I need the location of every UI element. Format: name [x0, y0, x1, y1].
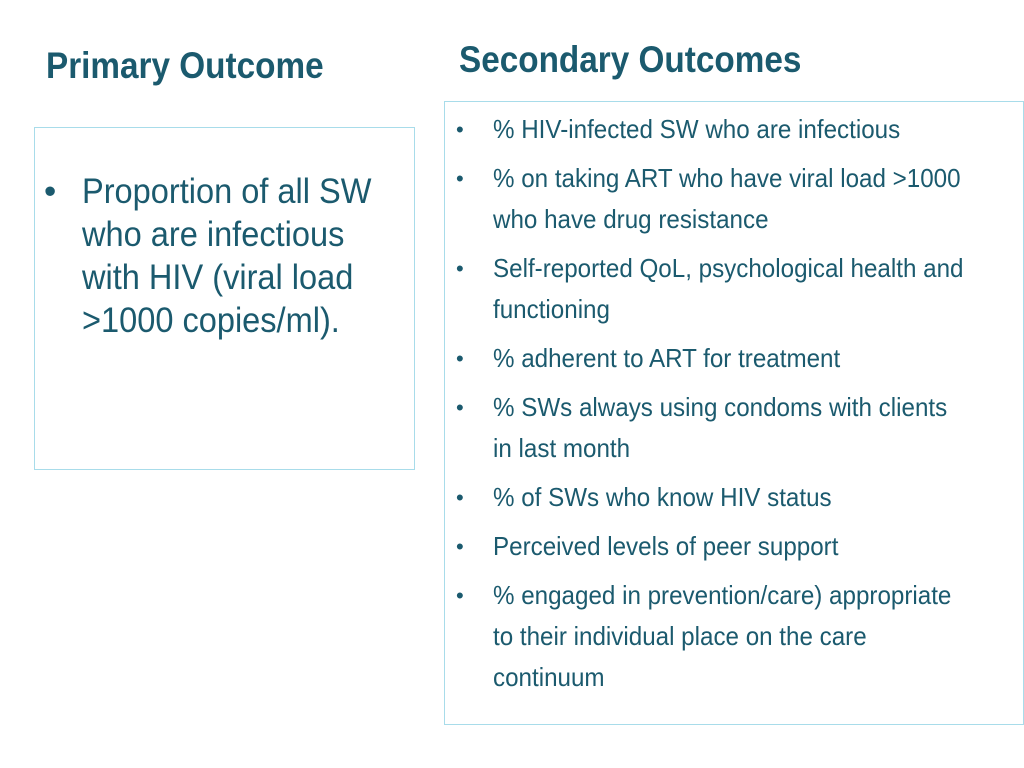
bullet-icon: •: [456, 166, 464, 191]
bullet-icon: •: [456, 485, 464, 510]
primary-outcome-heading: Primary Outcome: [46, 45, 324, 86]
bullet-icon: •: [456, 583, 464, 608]
bullet-icon: •: [456, 346, 464, 371]
list-item-text: % of SWs who know HIV status: [493, 482, 832, 512]
bullet-icon: •: [44, 172, 57, 211]
bullet-icon: •: [456, 117, 464, 142]
list-item-text: Perceived levels of peer support: [493, 531, 839, 561]
bullet-icon: •: [456, 395, 464, 420]
list-item: [456, 109, 1001, 150]
list-item-text: Self-reported QoL, psychological health and functioning: [493, 253, 964, 324]
list-item-text: % HIV-infected SW who are infectious: [493, 114, 901, 144]
list-item-text: Proportion of all SW who are infectious with HIV (viral load >1000 copies/ml).: [82, 172, 372, 340]
bullet-icon: •: [456, 534, 464, 559]
list-item: [456, 158, 1001, 240]
list-item-text: % on taking ART who have viral load >1000 who have drug resistance: [493, 163, 961, 234]
list-item: [456, 248, 1001, 330]
list-item-text: % engaged in prevention/care) appropriate to their individual place on the care continuum: [493, 580, 952, 692]
list-item: [44, 170, 394, 342]
primary-outcome-list: [44, 170, 394, 342]
list-item: [456, 575, 1001, 698]
list-item-text: % SWs always using condoms with clients in last month: [493, 392, 948, 463]
list-item: [456, 526, 1001, 567]
list-item: [456, 477, 1001, 518]
bullet-icon: •: [456, 256, 464, 281]
list-item: [456, 387, 1001, 469]
secondary-outcomes-heading: Secondary Outcomes: [459, 39, 802, 80]
list-item: [456, 338, 1001, 379]
list-item-text: % adherent to ART for treatment: [493, 343, 841, 373]
secondary-outcomes-list: [456, 109, 1001, 706]
